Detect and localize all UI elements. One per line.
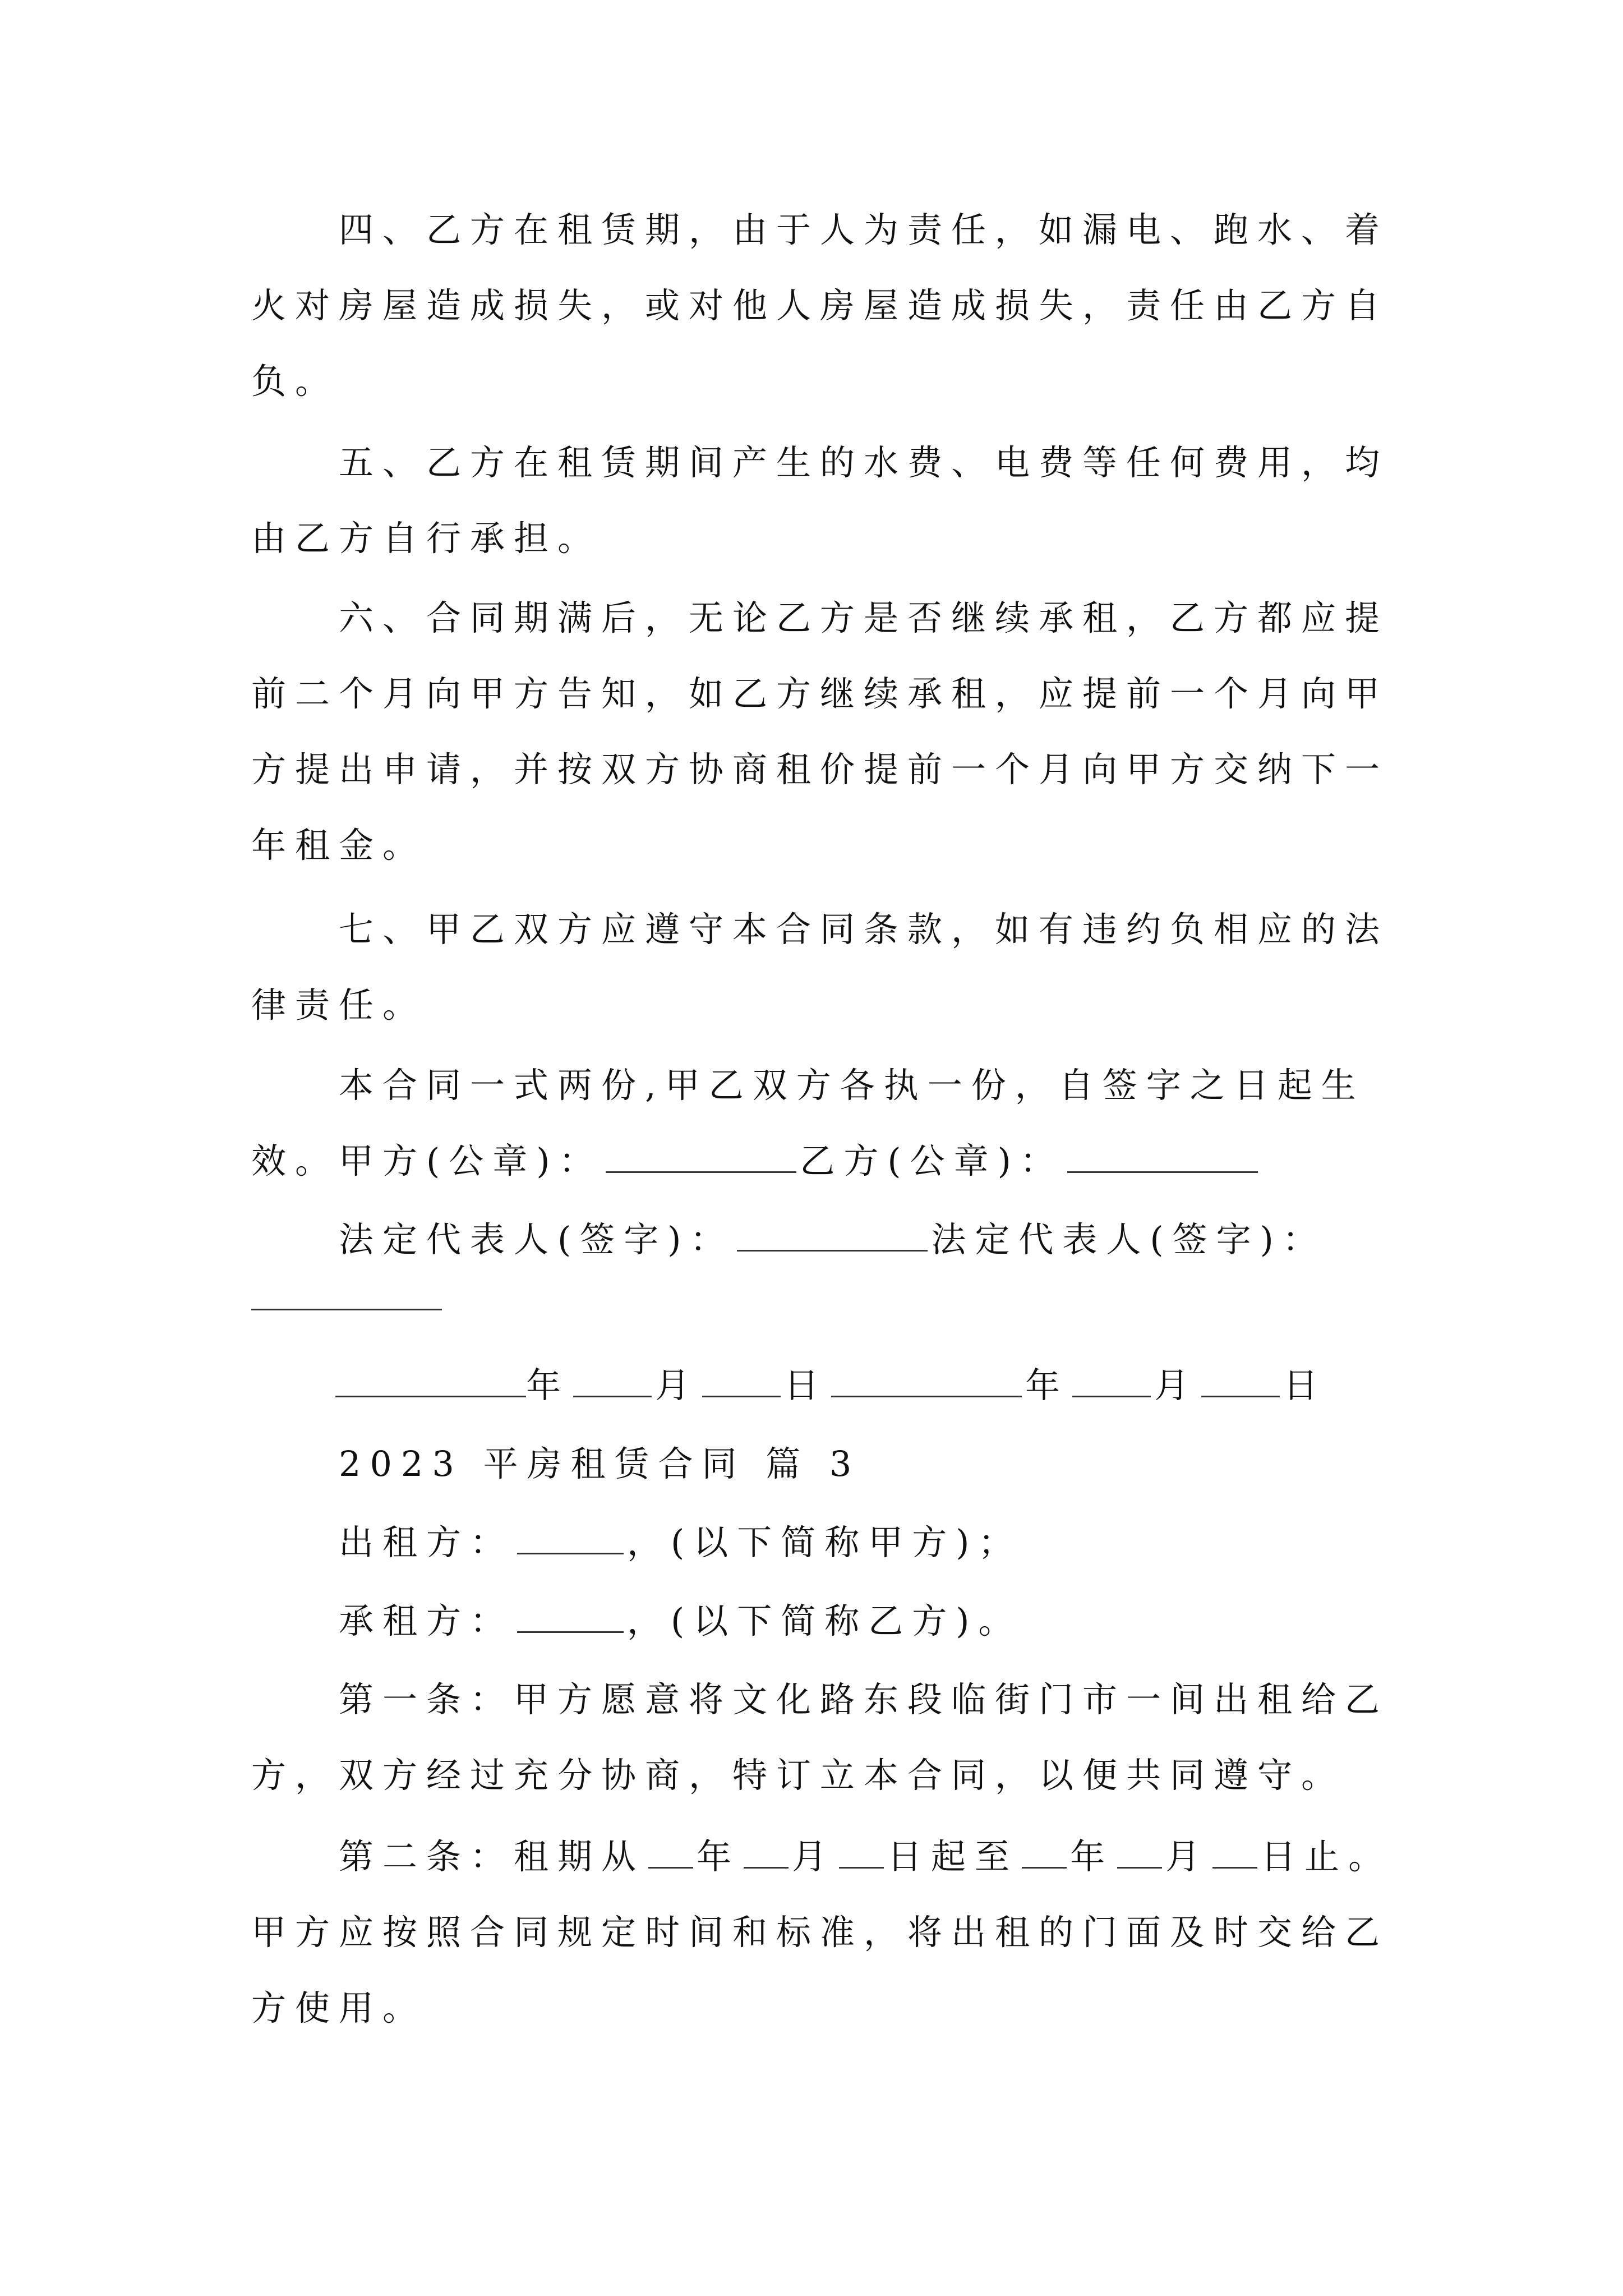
clause-6-line-1: 六、合同期满后，无论乙方是否继续承租，乙方都应提: [251, 597, 1389, 638]
party-a-month-blank[interactable]: [573, 1363, 652, 1397]
party-b-representative-blank[interactable]: [251, 1276, 442, 1310]
article-1-line-1: 第一条：甲方愿意将文化路东段临街门市一间出租给乙: [251, 1679, 1389, 1720]
party-b-seal-blank[interactable]: [1067, 1139, 1258, 1173]
start-day-label: 日起至: [887, 1836, 1019, 1877]
party-a-seal-label: 效。甲方(公章)：: [251, 1140, 603, 1181]
party-a-representative-label: 法定代表人(签字)：: [251, 1219, 734, 1260]
lessor-line: [251, 1520, 1390, 1565]
clause-4-line-2: 火对房屋造成损失，或对他人房屋造成损失，责任由乙方自: [251, 285, 1389, 326]
clause-4-line-1: 四、乙方在租赁期，由于人为责任，如漏电、跑水、着: [251, 209, 1389, 250]
lessee-suffix: ，(以下简称乙方)。: [627, 1600, 1022, 1641]
start-day-blank[interactable]: [839, 1834, 884, 1869]
clause-5-line-2: 由乙方自行承担。: [251, 518, 602, 559]
lessee-blank[interactable]: [517, 1599, 624, 1633]
party-a-year-blank[interactable]: [335, 1363, 526, 1397]
lessor-blank[interactable]: [517, 1520, 624, 1554]
end-month-blank[interactable]: [1117, 1834, 1162, 1869]
party-a-day-blank[interactable]: [702, 1363, 781, 1397]
article-2-line-3: 方使用。: [251, 1987, 427, 2028]
party-a-month-label: 月: [655, 1365, 699, 1406]
representative-b-blank-line: [251, 1276, 1390, 1321]
clause-7-line-2: 律责任。: [251, 984, 427, 1025]
party-b-day-label: 日: [1283, 1365, 1327, 1406]
clause-5-line-1: 五、乙方在租赁期间产生的水费、电费等任何费用，均: [251, 442, 1389, 483]
lessor-suffix: ，(以下简称甲方)；: [627, 1522, 1022, 1563]
party-b-month-label: 月: [1154, 1365, 1198, 1406]
representative-line: [251, 1217, 1390, 1262]
clause-6-line-3: 方提出申请，并按双方协商租价提前一个月向甲方交纳下一: [251, 749, 1389, 790]
article-2-line-1: [251, 1834, 1393, 1879]
start-year-blank[interactable]: [648, 1834, 693, 1869]
lessor-label: 出租方：: [251, 1522, 514, 1563]
party-b-representative-label: 法定代表人(签字)：: [931, 1219, 1326, 1260]
start-year-label: 年: [697, 1836, 741, 1877]
clause-6-line-2: 前二个月向甲方告知，如乙方继续承租，应提前一个月向甲: [251, 673, 1389, 714]
party-b-year-label: 年: [1025, 1365, 1069, 1406]
party-a-seal-blank[interactable]: [606, 1139, 796, 1173]
seal-line: [251, 1139, 1390, 1184]
end-month-label: 月: [1165, 1836, 1210, 1877]
article-1-line-2: 方，双方经过充分协商，特订立本合同，以便共同遵守。: [251, 1755, 1345, 1796]
end-day-blank[interactable]: [1212, 1834, 1257, 1869]
end-year-label: 年: [1070, 1836, 1114, 1877]
party-b-seal-label: 乙方(公章)：: [800, 1140, 1064, 1181]
party-b-month-blank[interactable]: [1072, 1363, 1151, 1397]
date-line: [251, 1363, 1474, 1408]
lessee-label: 承租方：: [251, 1600, 514, 1641]
lessee-line: [251, 1599, 1390, 1644]
clause-6-line-4: 年租金。: [251, 825, 427, 866]
party-b-year-blank[interactable]: [831, 1363, 1022, 1397]
party-a-representative-blank[interactable]: [737, 1217, 928, 1251]
article-2-term-label: 第二条：租期从: [251, 1836, 645, 1877]
section-title-contract-3: 2023 平房租赁合同 篇 3: [251, 1443, 861, 1484]
party-b-day-blank[interactable]: [1201, 1363, 1280, 1397]
start-month-label: 月: [792, 1836, 836, 1877]
clause-7-line-1: 七、甲乙双方应遵守本合同条款，如有违约负相应的法: [251, 909, 1389, 950]
party-a-year-label: 年: [526, 1365, 570, 1406]
start-month-blank[interactable]: [744, 1834, 789, 1869]
effect-clause-line-1: 本合同一式两份,甲乙双方各执一份，自签字之日起生: [251, 1065, 1365, 1106]
clause-4-line-3: 负。: [251, 361, 339, 402]
end-day-label: 日止。: [1261, 1836, 1393, 1877]
end-year-blank[interactable]: [1022, 1834, 1067, 1869]
article-2-line-2: 甲方应按照合同规定时间和标准，将出租的门面及时交给乙: [251, 1912, 1389, 1953]
party-a-day-label: 日: [784, 1365, 828, 1406]
